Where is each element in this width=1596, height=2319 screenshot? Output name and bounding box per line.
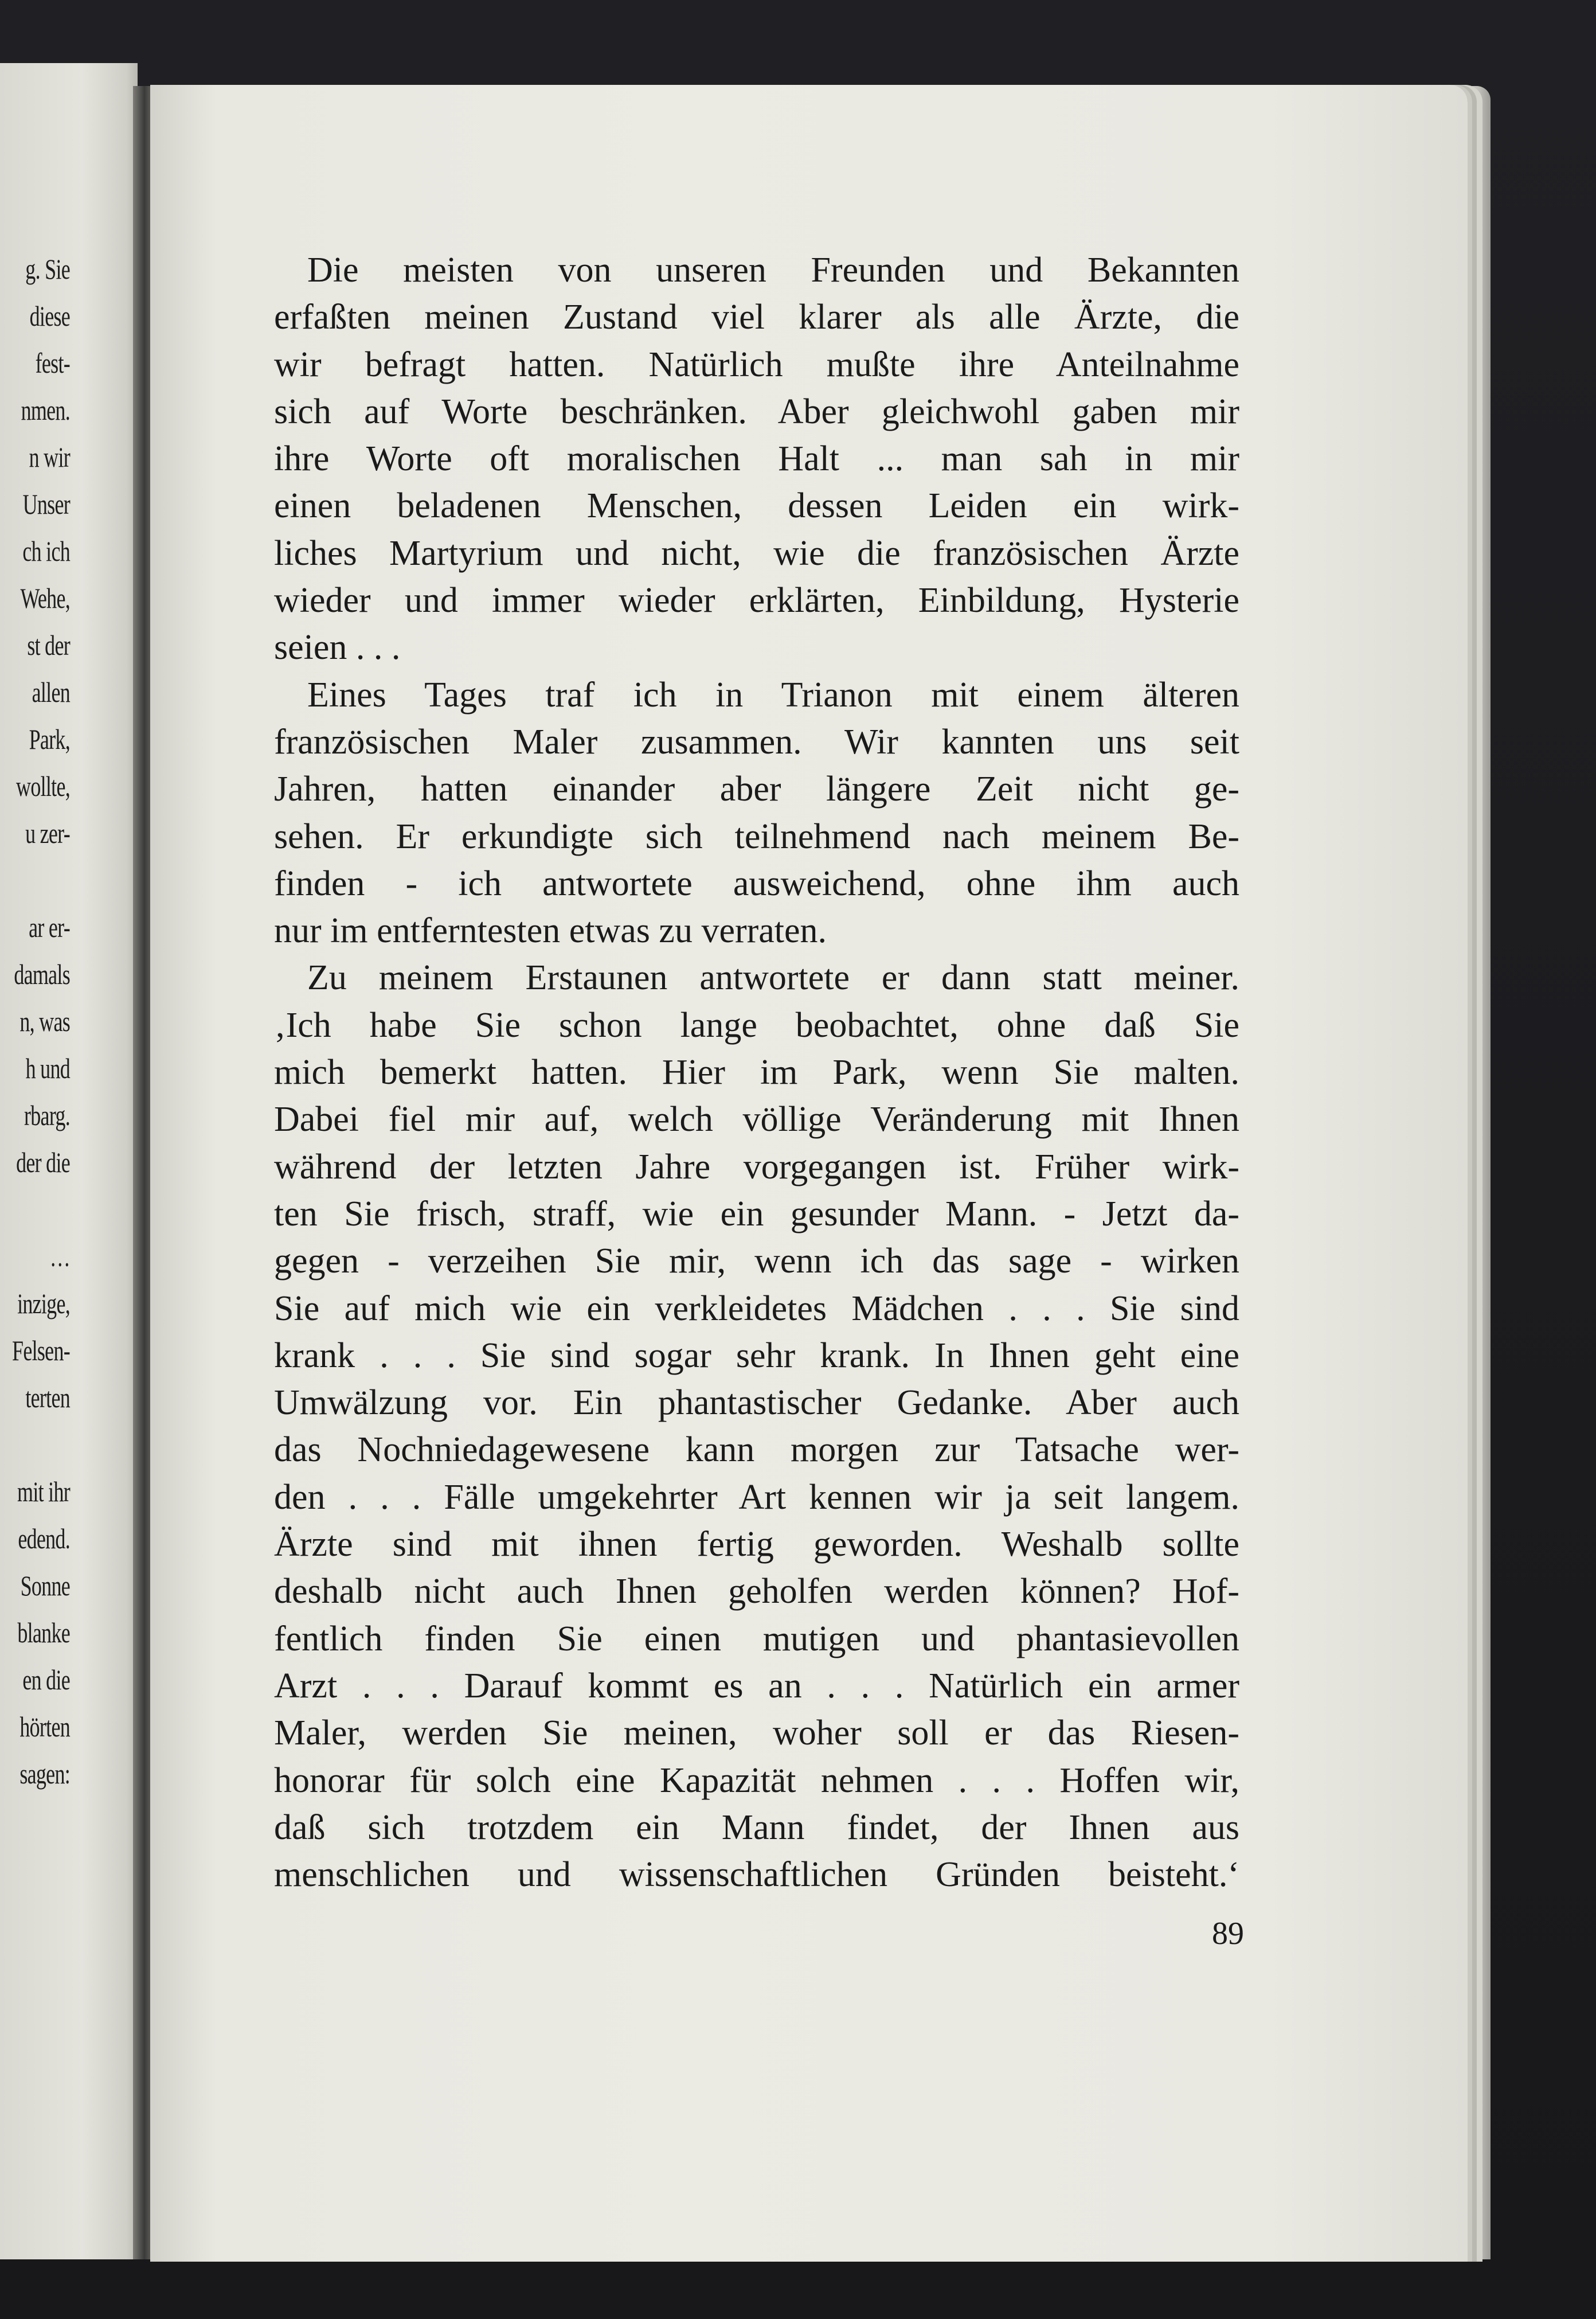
previous-page-line: edend.	[18, 1522, 71, 1555]
text-line: französischen Maler zusammen. Wir kannten uns seit	[274, 722, 1239, 762]
page-edges	[1468, 86, 1491, 2259]
text-line: ‚Ich habe Sie schon lange beobachtet, ohne daß Sie	[274, 1005, 1239, 1045]
previous-page-line: Sonne	[20, 1570, 70, 1602]
previous-page-text	[0, 245, 70, 1797]
previous-page-line: blanke	[17, 1617, 71, 1649]
text-line: mich bemerkt hatten. Hier im Park, wenn Sie malten.	[274, 1053, 1239, 1092]
previous-page	[0, 63, 138, 2259]
previous-page-line: mit ihr	[17, 1475, 70, 1508]
previous-page-line: Unser	[22, 488, 70, 520]
text-line: Eines Tages traf ich in Trianon mit einem älteren	[307, 675, 1239, 715]
previous-page-line: en die	[22, 1664, 71, 1696]
previous-page-line: nmen.	[21, 394, 70, 426]
previous-page-line: ch ich	[22, 535, 71, 567]
previous-page-line: ar er-	[29, 911, 70, 943]
text-line: das Nochniedagewesene kann morgen zur Tatsache wer-	[274, 1430, 1239, 1470]
text-line: ihre Worte oft moralischen Halt ... man sah in mir	[274, 439, 1239, 479]
previous-page-line: hörten	[19, 1711, 70, 1743]
previous-page-line: Park,	[29, 723, 70, 755]
text-line: während der letzten Jahre vorgegangen ist. Früher wirk-	[274, 1147, 1239, 1186]
previous-page-line: der die	[16, 1146, 70, 1178]
text-line: einen beladenen Menschen, dessen Leiden ein wirk-	[274, 486, 1239, 526]
previous-page-line: st der	[27, 629, 70, 661]
text-line: Maler, werden Sie meinen, woher soll er das Riesen-	[274, 1713, 1239, 1753]
text-line: Ärzte sind mit ihnen fertig geworden. Weshalb sollte	[274, 1525, 1239, 1564]
text-line: deshalb nicht auch Ihnen geholfen werden können? Hof-	[274, 1572, 1239, 1611]
text-line: nur im entferntesten etwas zu verraten.	[274, 911, 827, 951]
text-line: Umwälzung vor. Ein phantastischer Gedanke. Aber auch	[274, 1383, 1239, 1423]
text-line: den . . . Fälle umgekehrter Art kennen wir ja seit langem.	[274, 1477, 1239, 1517]
previous-page-line: Felsen-	[12, 1334, 70, 1367]
page-body-text	[274, 247, 1239, 1898]
text-line: sich auf Worte beschränken. Aber gleichwohl gaben mir	[274, 392, 1239, 431]
previous-page-line: n, was	[19, 1005, 70, 1037]
text-line: finden - ich antwortete ausweichend, ohne ihm auch	[274, 864, 1239, 903]
text-line: Die meisten von unseren Freunden und Bekannten	[307, 251, 1239, 290]
previous-page-line: terten	[25, 1381, 70, 1414]
text-line: wir befragt hatten. Natürlich mußte ihre Anteilnahme	[274, 345, 1239, 384]
previous-page-line	[0, 1421, 70, 1468]
previous-page-line: diese	[29, 300, 70, 332]
previous-page-line: rbarg.	[24, 1099, 70, 1131]
previous-page-line: wollte,	[16, 770, 70, 802]
text-line: menschlichen und wissenschaftlichen Gründen beisteht.‘	[274, 1855, 1239, 1895]
previous-page-line: u zer-	[25, 817, 70, 849]
previous-page-line	[0, 1186, 70, 1233]
previous-page-line: allen	[32, 676, 70, 708]
previous-page-line: Wehe,	[20, 582, 71, 614]
text-line: liches Martyrium und nicht, wie die französischen Ärzte	[274, 533, 1239, 573]
previous-page-line: n wir	[29, 441, 70, 473]
text-line: erfaßten meinen Zustand viel klarer als alle Ärzte, die	[274, 298, 1239, 337]
previous-page-line: g. Sie	[25, 253, 70, 285]
text-line: Jahren, hatten einander aber längere Zeit nicht ge-	[274, 770, 1239, 809]
text-line: wieder und immer wieder erklärten, Einbildung, Hysterie	[274, 581, 1239, 620]
text-line: Zu meinem Erstaunen antwortete er dann statt meiner.	[307, 958, 1239, 998]
text-line: krank . . . Sie sind sogar sehr krank. In Ihnen geht eine	[274, 1336, 1239, 1375]
text-line: honorar für solch eine Kapazität nehmen . . . Hoffen wir,	[274, 1760, 1239, 1800]
previous-page-line	[0, 857, 70, 904]
text-line: seien . . .	[274, 628, 401, 667]
text-line: Sie auf mich wie ein verkleidetes Mädchen . . . Sie sind	[274, 1289, 1239, 1328]
previous-page-line: inzige,	[17, 1287, 71, 1319]
previous-page-line: fest-	[35, 347, 70, 379]
previous-page-line: sagen:	[19, 1758, 70, 1790]
previous-page-line: damals	[14, 958, 70, 990]
text-line: ten Sie frisch, straff, wie ein gesunder Mann. - Jetzt da-	[274, 1194, 1239, 1233]
previous-page-line: …	[49, 1240, 70, 1272]
text-line: Arzt . . . Darauf kommt es an . . . Natürlich ein armer	[274, 1666, 1239, 1705]
text-line: fentlich finden Sie einen mutigen und phantasievollen	[274, 1619, 1239, 1658]
text-line: sehen. Er erkundigte sich teilnehmend nach meinem Be-	[274, 817, 1239, 856]
text-line: Dabei fiel mir auf, welch völlige Veränderung mit Ihnen	[274, 1100, 1239, 1139]
text-line: daß sich trotzdem ein Mann findet, der Ihnen aus	[274, 1807, 1239, 1847]
text-line: gegen - verzeihen Sie mir, wenn ich das sage - wirken	[274, 1242, 1239, 1281]
page-number: 89	[1212, 1916, 1244, 1951]
previous-page-line: h und	[25, 1052, 70, 1084]
